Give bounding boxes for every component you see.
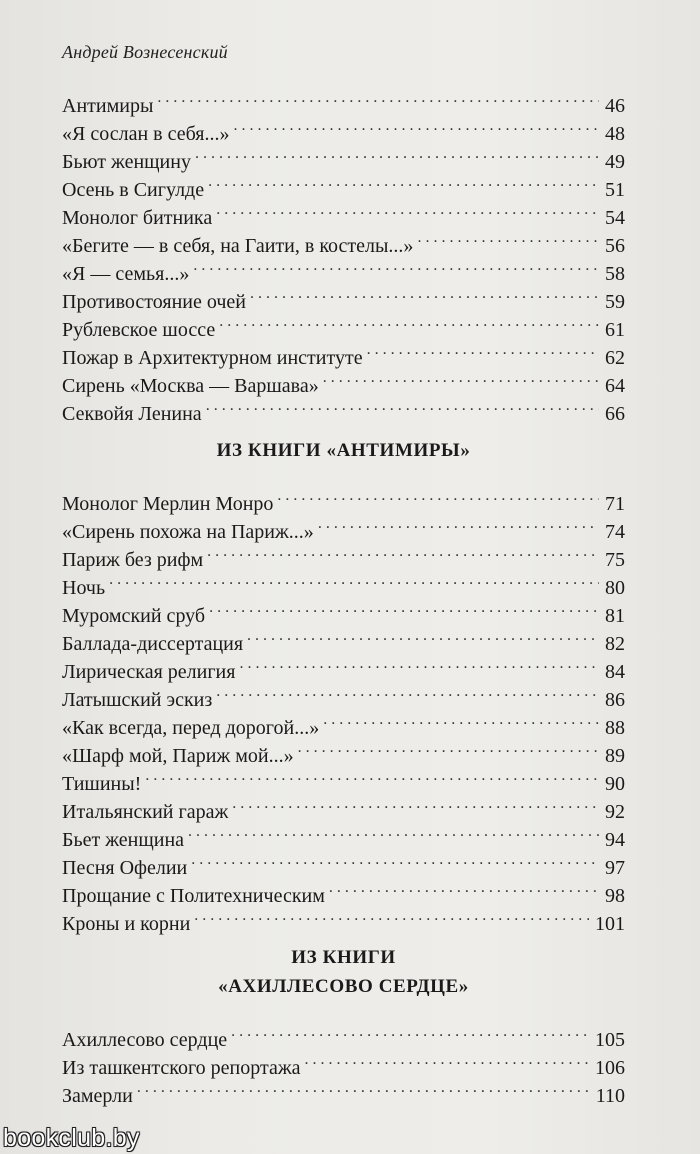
toc-entry-page: 82 <box>605 633 625 655</box>
toc-entry-page: 66 <box>605 403 625 425</box>
section-heading-achilles-line1: ИЗ КНИГИ <box>291 947 396 968</box>
toc-entry-title: Замерли <box>62 1085 133 1107</box>
toc-entry-page: 51 <box>605 179 625 201</box>
dot-leader <box>206 168 599 196</box>
toc-list-antimiry <box>62 482 625 935</box>
toc-entry-title: Кроны и корни <box>62 913 191 935</box>
dot-leader <box>192 902 589 930</box>
toc-entry-title: Монолог битника <box>62 207 213 229</box>
toc-entry-page: 86 <box>605 689 625 711</box>
toc-entry-page: 59 <box>605 291 625 313</box>
toc-list-first <box>62 84 625 425</box>
toc-entry-title: «Я — семья...» <box>62 263 190 285</box>
toc-entry-title: «Шарф мой, Париж мой...» <box>62 745 294 767</box>
toc-entry-title: Тишины! <box>62 773 142 795</box>
toc-entry-page: 84 <box>605 661 625 683</box>
toc-entry-title: Противостояние очей <box>62 291 247 313</box>
dot-leader <box>186 818 599 846</box>
toc-entry-page: 97 <box>605 857 625 879</box>
toc-entry-title: Муромский сруб <box>62 605 206 627</box>
toc-entry-title: «Бегите — в себя, на Гаити, в костелы...» <box>62 235 414 257</box>
toc-entry-page: 81 <box>605 605 625 627</box>
dot-leader <box>231 112 599 140</box>
toc-entry <box>62 1018 625 1051</box>
toc-entry-title: Прощание с Политехническим <box>62 885 325 907</box>
dot-leader <box>248 280 599 308</box>
dot-leader <box>207 594 599 622</box>
toc-entry-page: 88 <box>605 717 625 739</box>
dot-leader <box>214 678 599 706</box>
toc-entry-page: 56 <box>605 235 625 257</box>
toc-entry-page: 49 <box>605 151 625 173</box>
toc-entry <box>62 594 625 627</box>
toc-entry-title: Осень в Сигулде <box>62 179 205 201</box>
toc-entry-page: 90 <box>605 773 625 795</box>
toc-entry-page: 110 <box>595 1085 625 1107</box>
toc-entry-page: 54 <box>605 207 625 229</box>
toc-entry-title: Бьет женщина <box>62 829 185 851</box>
dot-leader <box>155 84 599 112</box>
toc-entry-title: Из ташкентского репортажа <box>62 1057 301 1079</box>
toc-entry-title: Секвойя Ленина <box>62 403 202 425</box>
toc-entry-page: 64 <box>605 375 625 397</box>
dot-leader <box>229 1018 589 1046</box>
site-watermark: bookclub.by <box>3 1124 140 1152</box>
toc-entry-page: 98 <box>605 885 625 907</box>
toc-entry-page: 58 <box>605 263 625 285</box>
toc-entry-page: 92 <box>605 801 625 823</box>
dot-leader <box>230 790 599 818</box>
dot-leader <box>204 392 599 420</box>
toc-entry-title: Бьют женщину <box>62 151 191 173</box>
dot-leader <box>321 364 599 392</box>
toc-entry-page: 94 <box>605 829 625 851</box>
toc-entry-title: Лирическая религия <box>62 661 236 683</box>
toc-entry <box>62 482 625 515</box>
dot-leader <box>316 510 599 538</box>
toc-entry-page: 62 <box>605 347 625 369</box>
toc-entry-page: 75 <box>605 549 625 571</box>
toc-entry <box>62 762 625 795</box>
section-heading-antimiry: ИЗ КНИГИ «АНТИМИРЫ» <box>216 440 471 461</box>
dot-leader <box>321 706 599 734</box>
toc-entry <box>62 1074 625 1107</box>
toc-entry-title: Ночь <box>62 577 106 599</box>
dot-leader <box>327 874 599 902</box>
toc-entry-title: Песня Офелии <box>62 857 188 879</box>
dot-leader <box>214 196 599 224</box>
dot-leader <box>296 734 599 762</box>
dot-leader <box>205 538 599 566</box>
dot-leader <box>217 308 599 336</box>
toc-entry-page: 101 <box>595 913 625 935</box>
toc-entry-page: 80 <box>605 577 625 599</box>
dot-leader <box>189 846 599 874</box>
toc-entry-page: 105 <box>595 1029 625 1051</box>
toc-entry-title: «Сирень похожа на Париж...» <box>62 521 314 543</box>
toc-entry-title: Латышский эскиз <box>62 689 213 711</box>
toc-entry-title: Сирень «Москва — Варшава» <box>62 375 319 397</box>
toc-entry-title: Париж без рифм <box>62 549 204 571</box>
dot-leader <box>365 336 599 364</box>
toc-entry-title: «Как всегда, перед дорогой...» <box>62 717 320 739</box>
toc-entry-page: 48 <box>605 123 625 145</box>
toc-entry-title: Монолог Мерлин Монро <box>62 493 274 515</box>
toc-entry-title: Рублевское шоссе <box>62 319 216 341</box>
dot-leader <box>275 482 599 510</box>
toc-entry-page: 89 <box>605 745 625 767</box>
section-heading-achilles-line2: «АХИЛЛЕСОВО СЕРДЦЕ» <box>218 976 469 997</box>
toc-list-achilles <box>62 1018 625 1107</box>
dot-leader <box>303 1046 589 1074</box>
toc-entry-title: «Я сослан в себя...» <box>62 123 230 145</box>
dot-leader <box>237 650 599 678</box>
dot-leader <box>107 566 599 594</box>
dot-leader <box>245 622 599 650</box>
dot-leader <box>191 252 599 280</box>
dot-leader <box>143 762 599 790</box>
toc-entry <box>62 84 625 117</box>
toc-entry-title: Антимиры <box>62 95 154 117</box>
toc-entry-page: 46 <box>605 95 625 117</box>
toc-entry <box>62 790 625 823</box>
dot-leader <box>193 140 599 168</box>
toc-entry-page: 71 <box>605 493 625 515</box>
toc-entry-title: Ахиллесово сердце <box>62 1029 228 1051</box>
running-header-author: Андрей Вознесенский <box>62 42 228 62</box>
toc-entry-title: Итальянский гараж <box>62 801 229 823</box>
toc-entry <box>62 566 625 599</box>
toc-entry-page: 74 <box>605 521 625 543</box>
dot-leader <box>415 224 599 252</box>
toc-entry-page: 106 <box>595 1057 625 1079</box>
dot-leader <box>135 1074 590 1102</box>
toc-entry-title: Баллада-диссертация <box>62 633 244 655</box>
toc-entry-page: 61 <box>605 319 625 341</box>
toc-entry-title: Пожар в Архитектурном институте <box>62 347 363 369</box>
